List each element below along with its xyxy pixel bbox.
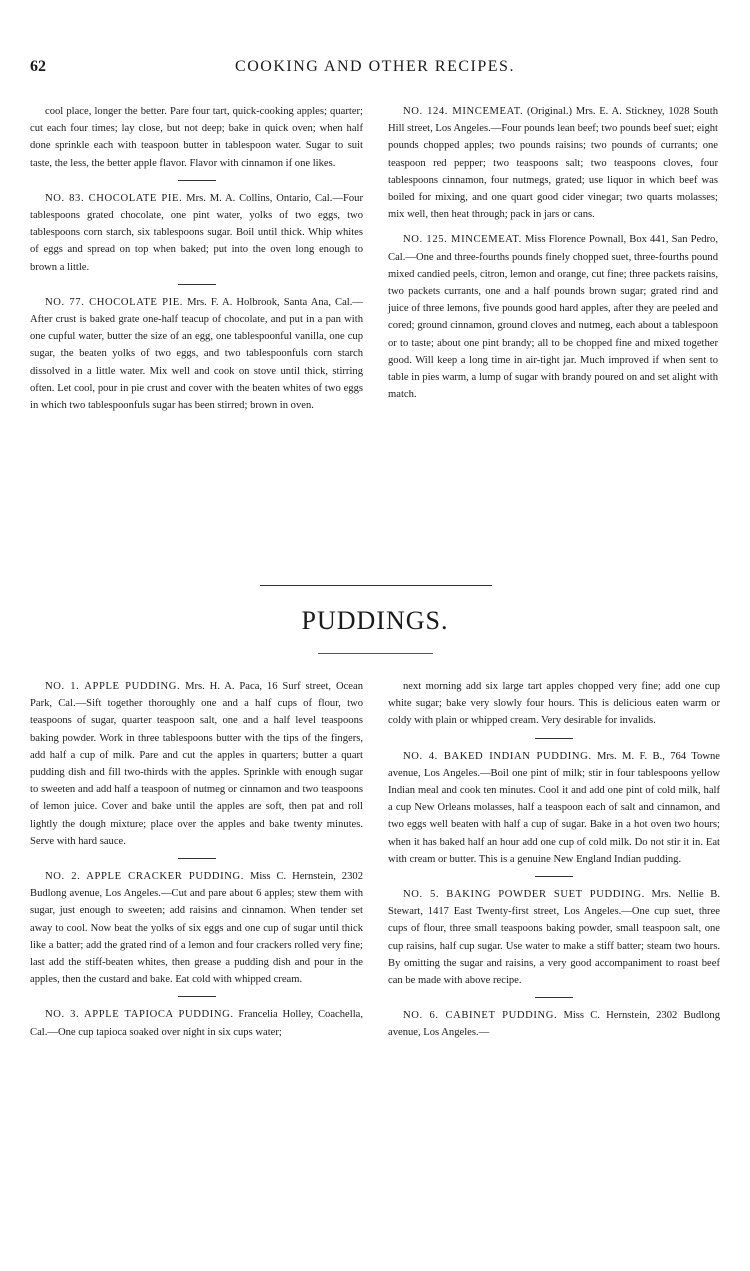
recipe-paragraph: NO. 124. MINCEMEAT. (Original.) Mrs. E. A. Stickney, 1028 South Hill street, Los Angeles.—Four pounds lean beef; two pounds beef suet; eight pounds chopped apples; two pounds raisins; two pounds of currants; one teaspoon red pepper; two teaspoons salt; two teaspoons cloves, four tablespoons cinnamon, four nutmegs, grated; use liquor in which beef was boiled for mixing, and one quart good cider vinegar; two quarts molasses; mix well, then heat through; pack in jars or cans. [388, 106, 718, 221]
running-title: COOKING AND OTHER RECIPES. [235, 58, 515, 75]
recipe-label: NO. 124. MINCEMEAT. [403, 106, 524, 117]
bottom-left-column [30, 678, 363, 1049]
recipe-label: NO. 1. APPLE PUDDING. [45, 681, 181, 692]
recipe-divider [178, 996, 216, 997]
recipe-paragraph: NO. 77. CHOCOLATE PIE. Mrs. F. A. Holbrook, Santa Ana, Cal.—After crust is baked grate one-half teacup of chocolate, and put in a pan with one cupful water, butter the size of an egg, one tablespoonful vanilla, one cup sugar, the beaten yolks of two eggs, and two tablespoonfuls corn starch dissolved in a little water. Mix well and cook on stove until thick, stirring often. Let cool, pour in pie crust and cover with the beaten whites of two eggs in which two tablespoonfuls sugar has been stirred; brown in oven. [30, 296, 363, 412]
recipe-label: NO. 3. APPLE TAPIOCA PUDDING. [45, 1009, 234, 1021]
recipe-divider [535, 997, 573, 998]
recipe-label: NO. 4. BAKED INDIAN PUDDING. [403, 750, 592, 762]
recipe-label: NO. 83. CHOCOLATE PIE. [45, 192, 183, 204]
recipe-label: NO. 2. APPLE CRACKER PUDDING. [45, 871, 245, 883]
recipe-label: NO. 6. CABINET PUDDING. [403, 1010, 558, 1022]
section-divider [318, 653, 433, 654]
top-left-column [30, 103, 363, 422]
section-divider [260, 585, 492, 586]
recipe-paragraph: cool place, longer the better. Pare four tart, quick-cooking apples; quarter; cut each four times; lay close, but not deep; bake in quick oven; when half done sprinkle each with teaspoon butter in tablespoon water. Sugar to suit taste, the less, the better apple flavor. Flavor with cinnamon if one likes. [30, 106, 363, 169]
recipe-paragraph: NO. 2. APPLE CRACKER PUDDING. Miss C. Hernstein, 2302 Budlong avenue, Los Angeles.—Cut and pare about 6 apples; stew them with sugar, just enough to sweeten; add raisins and cinnamon. When tender set away to cool. Now beat the yolks of six eggs and one cup of sugar until thick like a batter; add the grated rind of a lemon and four crackers rolled very fine; last add the stiff-beaten whites, then grease a pudding dish and pour in the apples, then the custard and bake. Eat cold with whipped cream. [30, 871, 363, 986]
recipe-divider [178, 284, 216, 285]
recipe-label: NO. 125. MINCEMEAT. [403, 234, 522, 246]
top-right-column [388, 103, 718, 411]
recipe-paragraph: NO. 1. APPLE PUDDING. Mrs. H. A. Paca, 16 Surf street, Ocean Park, Cal.—Sift together thoroughly one and a half cups of flour, two teaspoons of sugar, quarter teaspoon salt, one and a half level teaspoons baking powder. Work in three tablespoons butter with the tips of the fingers, add half a cup of milk. Pare and cut the apples in quarters; butter a quart pudding dish and fill two-thirds with the apples. Sprinkle with enough sugar to sweeten and add half a teaspoon of nutmeg or cinnamon and two teaspoons of lemon juice. Cover and bake until the apples are soft, then pat and roll lightly the dough mixture; place over the apples and bake twenty minutes. Serve with hard sauce. [30, 681, 364, 847]
recipe-divider [178, 180, 216, 181]
recipe-label: NO. 5. BAKING POWDER SUET PUDDING. [403, 889, 645, 901]
recipe-paragraph: NO. 6. CABINET PUDDING. Miss C. Hernstein, 2302 Budlong avenue, Los Angeles.— [388, 1010, 720, 1039]
recipe-divider [535, 738, 573, 739]
bottom-right-column [388, 678, 720, 1050]
page-number: 62 [30, 58, 46, 75]
recipe-paragraph: next morning add six large tart apples chopped very fine; add one cup white sugar; bake very slowly four hours. This is delicious eaten warm or coldy with plain or whipped cream. Very desirable for invalids. [388, 681, 720, 727]
recipe-paragraph: NO. 83. CHOCOLATE PIE. Mrs. M. A. Collins, Ontario, Cal.—Four tablespoons grated chocolate, one pint water, yolks of two eggs, two tablespoons corn starch, six tablespoons sugar. Boil until thick. Whip whites of eggs and spread on top when baked; put into the oven long enough to brown a little. [30, 192, 363, 273]
recipe-paragraph: NO. 4. BAKED INDIAN PUDDING. Mrs. M. F. B., 764 Towne avenue, Los Angeles.—Boil one pint of milk; stir in four tablespoons yellow Indian meal and cook ten minutes. Cool it and add one pint of cold milk, half a cup New Orleans molasses, half a teaspoon each of salt and cinnamon, and two eggs well beaten with half a cup of sugar. Bake in a hot oven two hours; when it has baked half an hour add one cup of cold milk. Do not stir it in. Eat with cream or butter. This is a genuine New England Indian pudding. [388, 750, 720, 865]
recipe-divider [178, 858, 216, 859]
section-title: PUDDINGS. [301, 606, 449, 635]
recipe-label: NO. 77. CHOCOLATE PIE. [45, 296, 184, 308]
recipe-divider [535, 876, 573, 877]
recipe-paragraph: NO. 125. MINCEMEAT. Miss Florence Pownall, Box 441, San Pedro, Cal.—One and three-fourths pounds finely chopped suet, three-fourths pound mixed candied peels, citron, lemon and orange, cut fine; three packets raisins, two packets currants, one and a half pounds brown sugar; grated rind and juice of three lemons, five pounds good hard apples, after they are peeled and cored; ground cinnamon, ground cloves and nutmeg, each about a tablespoon or to taste; about one pint brandy; all to be chopped fine and mixed together good. Will keep a long time in air-tight jar. Much improved if when sent to table in pies warm, a lump of sugar with brandy poured on and set alight with match. [388, 234, 718, 401]
recipe-paragraph: NO. 5. BAKING POWDER SUET PUDDING. Mrs. Nellie B. Stewart, 1417 East Twenty-first street, Los Angeles.—One cup suet, three cups of flour, three small teaspoons baking powder, small teaspoon salt, one cup raisins, half cup sugar. Use water to make a stiff batter; steam two hours. By omitting the sugar and raisins, a very good accompaniment to roast beef can be made with above recipe. [388, 889, 720, 987]
recipe-paragraph: NO. 3. APPLE TAPIOCA PUDDING. Francelia Holley, Coachella, Cal.—One cup tapioca soaked over night in six cups water; [30, 1009, 363, 1038]
